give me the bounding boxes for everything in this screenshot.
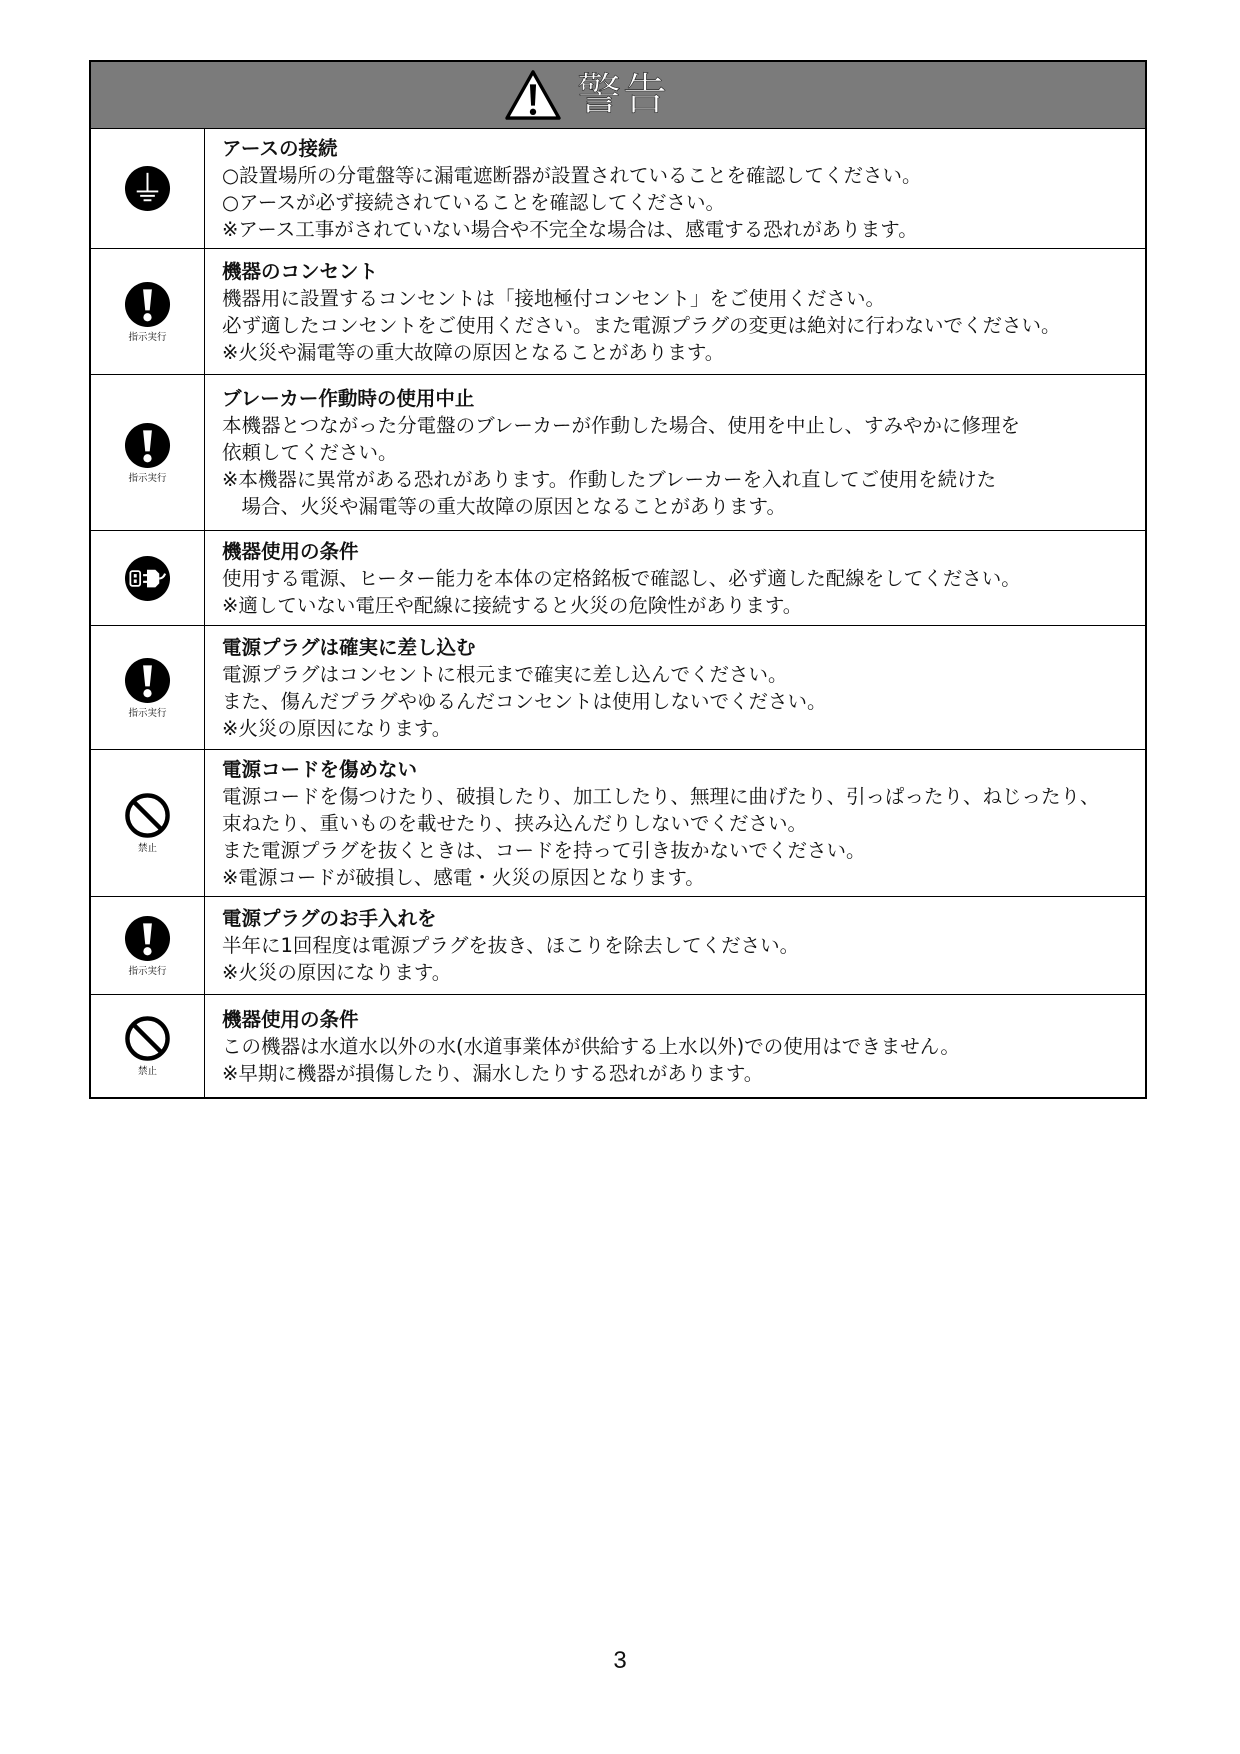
row-text-line: ※火災の原因になります。 [222, 716, 452, 740]
row-text-line: ※本機器に異常がある恐れがあります。作動したブレーカーを入れ直してご使用を続けた [222, 468, 997, 491]
prohibition-icon [124, 1015, 171, 1062]
text-cell [205, 897, 1145, 994]
row-text-line: また電源プラグを抜くときは、コードを持って引き抜かないでください。 [222, 838, 866, 862]
icon-cell [91, 626, 205, 749]
row-text-line: 電源プラグはコンセントに根元まで確実に差し込んでください。 [222, 662, 788, 686]
row-text-line: 依頼してください。 [222, 441, 398, 464]
text-cell [205, 249, 1145, 374]
row-text-line: 電源コードを傷つけたり、破損したり、加工したり、無理に曲げたり、引っぱったり、ねじったり、 [222, 784, 1100, 808]
row-text-line: 半年に1回程度は電源プラグを抜き、ほこりを除去してください。 [222, 934, 800, 957]
row-text-line: 使用する電源、ヒーター能力を本体の定格銘板で確認し、必ず適した配線をしてください。 [222, 566, 1021, 590]
row-title: アースの接続 [222, 136, 338, 160]
warning-title: 警告 [577, 69, 669, 120]
row-text-line: ※火災や漏電等の重大故障の原因となることがあります。 [222, 340, 725, 364]
text-cell [205, 129, 1145, 248]
warning-row [91, 994, 1145, 1097]
row-title: 電源プラグは確実に差し込む [222, 635, 476, 659]
icon-cell [91, 375, 205, 530]
row-text-line: また、傷んだプラグやゆるんだコンセントは使用しないでください。 [222, 689, 827, 713]
exclamation-icon [124, 657, 171, 704]
exclamation-icon [124, 281, 171, 328]
row-text-line: 必ず適したコンセントをご使用ください。また電源プラグの変更は絶対に行わないでください。 [222, 313, 1061, 337]
icon-cell [91, 995, 205, 1097]
text-cell [205, 995, 1145, 1097]
row-text-line: 機器用に設置するコンセントは「接地極付コンセント」をご使用ください。 [222, 286, 886, 310]
text-cell [205, 750, 1145, 896]
text-cell [205, 531, 1145, 625]
warning-row [91, 374, 1145, 530]
row-title: 機器使用の条件 [222, 539, 359, 563]
icon-label: 指示実行 [128, 965, 167, 977]
icon-label: 指示実行 [128, 331, 167, 343]
row-text-line: ※火災の原因になります。 [222, 961, 452, 984]
row-text-line: ※早期に機器が損傷したり、漏水したりする恐れがあります。 [222, 1061, 764, 1085]
ground-icon [124, 165, 171, 212]
row-text-line: この機器は水道水以外の水(水道事業体が供給する上水以外)での使用はできません。 [222, 1034, 960, 1058]
row-title: 電源プラグのお手入れを [222, 907, 437, 930]
row-title: 機器のコンセント [222, 259, 379, 283]
exclamation-icon [124, 915, 171, 962]
icon-label: 指示実行 [128, 472, 167, 484]
warning-row [91, 128, 1145, 248]
row-text-line: ※アース工事がされていない場合や不完全な場合は、感電する恐れがあります。 [222, 217, 918, 241]
icon-cell [91, 249, 205, 374]
prohibition-icon [124, 792, 171, 839]
icon-label: 禁止 [137, 1066, 157, 1078]
warning-rows [91, 128, 1145, 1097]
warning-row [91, 749, 1145, 896]
icon-cell [91, 750, 205, 896]
warning-row [91, 248, 1145, 374]
icon-label: 指示実行 [128, 707, 167, 719]
row-title: ブレーカー作動時の使用中止 [222, 387, 475, 410]
icon-cell [91, 129, 205, 248]
page-number: 3 [613, 1647, 627, 1674]
row-text-line: 場合、火災や漏電等の重大故障の原因となることがあります。 [222, 495, 786, 518]
text-cell [205, 375, 1145, 530]
row-title: 機器使用の条件 [222, 1007, 359, 1031]
icon-cell [91, 531, 205, 625]
unplug-icon [124, 555, 171, 602]
warning-table [89, 60, 1147, 1099]
row-text-line: 束ねたり、重いものを載せたり、挟み込んだりしないでください。 [222, 811, 808, 835]
text-cell [205, 626, 1145, 749]
warning-row [91, 530, 1145, 625]
row-text-line: ○設置場所の分電盤等に漏電遮断器が設置されていることを確認してください。 [222, 163, 922, 187]
warning-header [91, 62, 1145, 128]
row-title: 電源コードを傷めない [222, 757, 418, 781]
row-text-line: ※適していない電圧や配線に接続すると火災の危険性があります。 [222, 593, 803, 617]
icon-label: 禁止 [137, 843, 157, 855]
warning-triangle-icon [503, 69, 563, 121]
row-text-line: 本機器とつながった分電盤のブレーカーが作動した場合、使用を中止し、すみやかに修理を [222, 414, 1020, 437]
warning-row [91, 625, 1145, 749]
exclamation-icon [124, 422, 171, 469]
row-text-line: ※電源コードが破損し、感電・火災の原因となります。 [222, 865, 705, 889]
icon-cell [91, 897, 205, 994]
row-text-line: ○アースが必ず接続されていることを確認してください。 [222, 190, 725, 214]
warning-row [91, 896, 1145, 994]
